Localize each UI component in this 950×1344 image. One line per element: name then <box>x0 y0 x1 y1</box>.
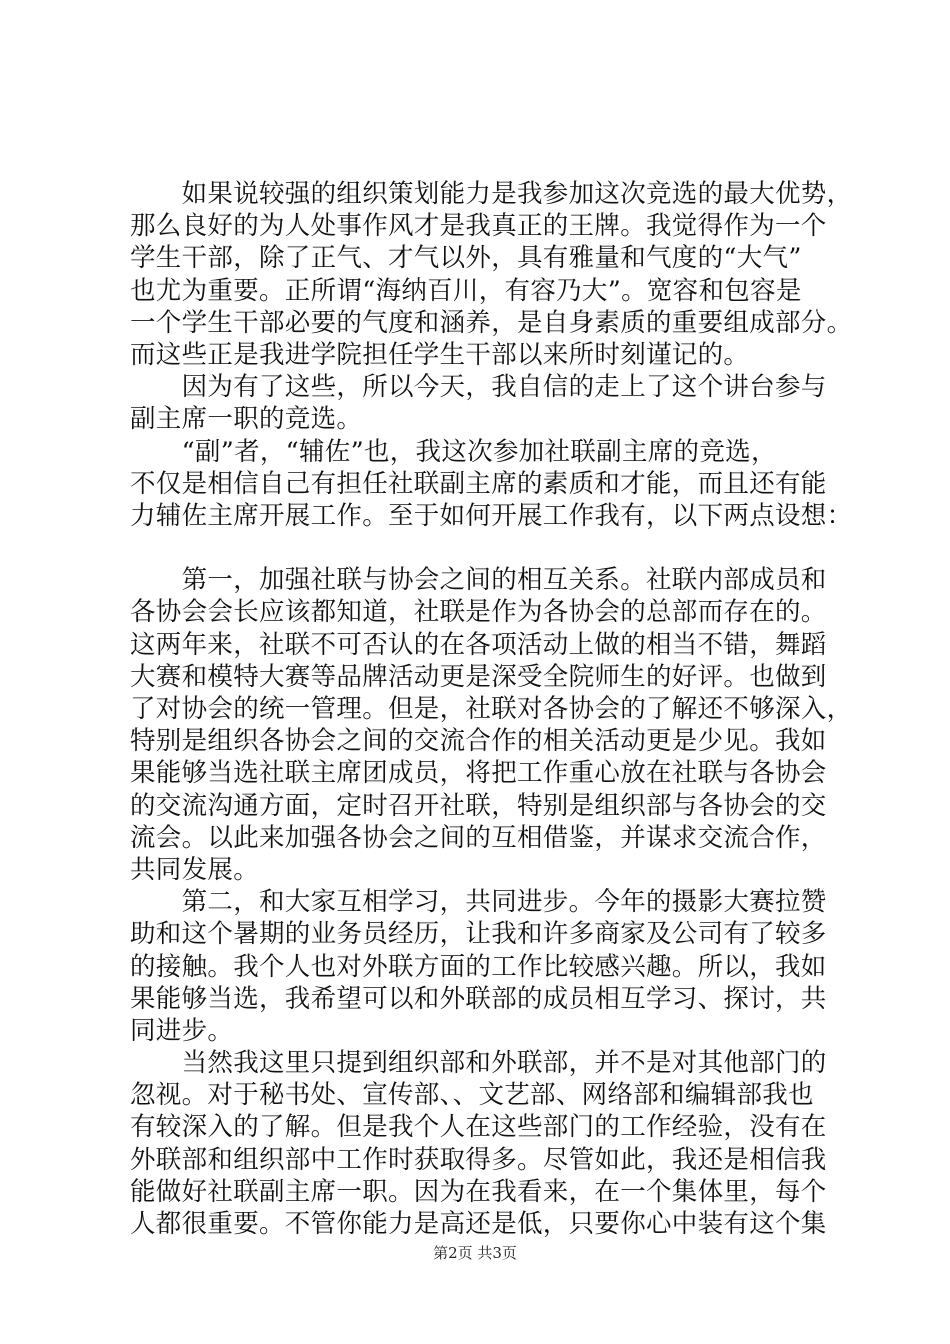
text-line: 如果说较强的组织策划能力是我参加这次竞选的最大优势， <box>130 179 853 209</box>
text-line: 外联部和组织部中工作时获取得多。尽管如此，我还是相信我 <box>130 1144 827 1175</box>
text-line: 的接触。我个人也对外联方面的工作比较感兴趣。所以，我如 <box>130 951 827 982</box>
text-line: 助和这个暑期的业务员经历，让我和许多商家及公司有了较多 <box>130 919 827 950</box>
text-line: 忽视。对于秘书处、宣传部、、文艺部、网络部和编辑部我也 <box>130 1080 814 1111</box>
blank-line <box>130 532 830 564</box>
text-line: 学生干部，除了正气、才气以外，具有雅量和气度的“大气” <box>130 243 802 274</box>
text-line: 有较深入的了解。但是我个人在这些部门的工作经验，没有在 <box>130 1112 827 1143</box>
text-line: 这两年来，社联不可否认的在各项活动上做的相当不错，舞蹈 <box>130 629 827 660</box>
text-line: 第二，和大家互相学习，共同进步。今年的摄影大赛拉赞 <box>130 887 827 918</box>
text-line: “副”者，“辅佐”也，我这次参加社联副主席的竞选， <box>130 436 777 467</box>
text-line: 人都很重要。不管你能力是高还是低，只要你心中装有这个集 <box>130 1209 827 1239</box>
text-line: 各协会会长应该都知道，社联是作为各协会的总部而存在的。 <box>130 597 827 628</box>
text-line: 的交流沟通方面，定时召开社联，特别是组织部与各协会的交 <box>130 790 827 821</box>
text-line: 当然我这里只提到组织部和外联部，并不是对其他部门的 <box>130 1048 827 1079</box>
text-line: 也尤为重要。正所谓“海纳百川，有容乃大”。宽容和包容是 <box>130 275 802 306</box>
text-line: 果能够当选，我希望可以和外联部的成员相互学习、探讨，共 <box>130 983 827 1014</box>
text-line: 能做好社联副主席一职。因为在我看来，在一个集体里，每个 <box>130 1176 827 1207</box>
text-line: 因为有了这些，所以今天，我自信的走上了这个讲台参与 <box>130 372 827 403</box>
text-line: 同进步。 <box>130 1015 234 1046</box>
text-line: 一个学生干部必要的气度和涵养，是自身素质的重要组成部分。 <box>130 307 853 338</box>
text-line: 大赛和模特大赛等品牌活动更是深受全院师生的好评。也做到 <box>130 661 827 692</box>
page-footer: 第2页 共3页 <box>433 1244 517 1262</box>
text-line: 了对协会的统一管理。但是，社联对各协会的了解还不够深入， <box>130 694 853 724</box>
text-line: 第一，加强社联与协会之间的相互关系。社联内部成员和 <box>130 565 827 596</box>
document-body <box>130 178 853 1240</box>
text-line: 不仅是相信自己有担任社联副主席的素质和才能，而且还有能 <box>130 468 827 499</box>
text-line: 副主席一职的竞选。 <box>130 404 363 435</box>
text-line: 而这些正是我进学院担任学生干部以来所时刻谨记的。 <box>130 339 750 370</box>
text-line: 共同发展。 <box>130 854 260 885</box>
text-line: 那么良好的为人处事作风才是我真正的王牌。我觉得作为一个 <box>130 211 827 242</box>
text-line: 力辅佐主席开展工作。至于如何开展工作我有，以下两点设想： <box>130 500 853 531</box>
text-line: 特别是组织各协会之间的交流合作的相关活动更是少见。我如 <box>130 726 827 757</box>
text-line: 流会。以此来加强各协会之间的互相借鉴，并谋求交流合作， <box>130 822 827 853</box>
text-line: 果能够当选社联主席团成员，将把工作重心放在社联与各协会 <box>130 758 827 789</box>
